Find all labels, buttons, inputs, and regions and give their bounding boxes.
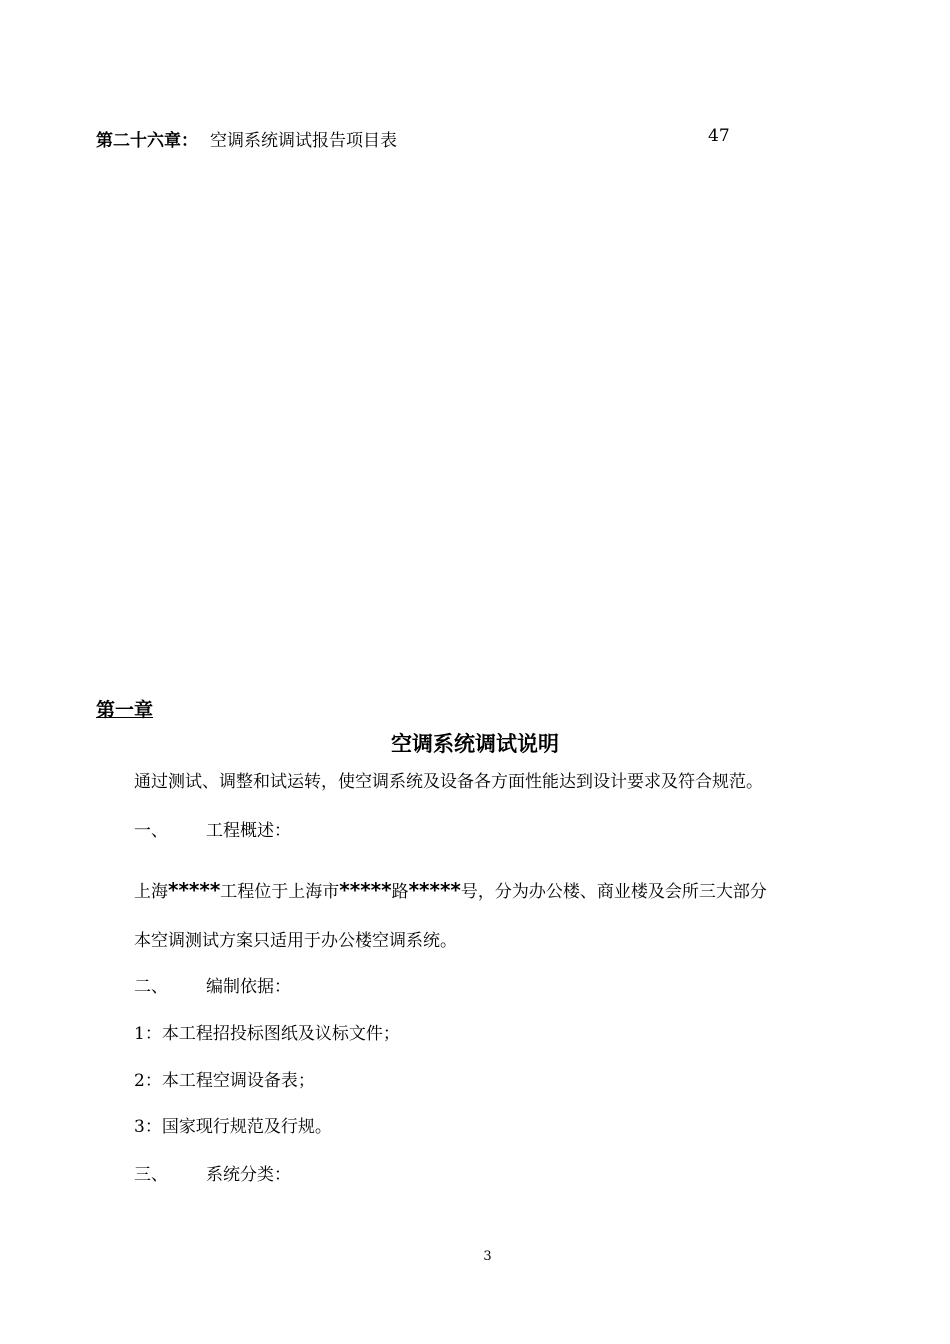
section-title: 工程概述： (206, 821, 291, 841)
section-title: 系统分类： (206, 1165, 291, 1185)
section-heading-2 (134, 972, 291, 997)
toc-entry-label: 第二十六章： (96, 131, 198, 151)
intro-paragraph: 通过测试、调整和试运转，使空调系统及设备各方面性能达到设计要求及符合规范。 (134, 772, 763, 792)
document-title: 空调系统调试说明 (391, 732, 559, 756)
toc-entry-title: 空调系统调试报告项目表 (210, 131, 397, 151)
overview-text: 路 (391, 882, 409, 902)
page-number: 3 (483, 1249, 492, 1264)
overview-text: 上海 (134, 882, 168, 902)
redacted-text: ***** (408, 878, 461, 902)
section-number: 一、 (134, 821, 168, 841)
section-heading-3 (134, 1160, 291, 1185)
overview-text: 号，分为办公楼、商业楼及会所三大部分 (460, 882, 767, 902)
overview-paragraph-line-1 (134, 877, 767, 902)
overview-paragraph-line-2: 本空调测试方案只适用于办公楼空调系统。 (134, 931, 457, 951)
toc-entry-page-number: 47 (708, 126, 730, 146)
section-number: 三、 (134, 1165, 168, 1185)
basis-list-item: 1：本工程招投标图纸及议标文件； (134, 1024, 400, 1044)
section-heading-1 (134, 816, 291, 841)
basis-list-item: 3：国家现行规范及行规。 (134, 1117, 332, 1137)
overview-text: 工程位于上海市 (220, 882, 340, 902)
basis-list-item: 2：本工程空调设备表； (134, 1071, 315, 1091)
section-number: 二、 (134, 977, 168, 997)
section-title: 编制依据： (206, 977, 291, 997)
redacted-text: ***** (339, 878, 392, 902)
redacted-text: ***** (168, 878, 221, 902)
chapter-heading: 第一章 (96, 699, 154, 721)
